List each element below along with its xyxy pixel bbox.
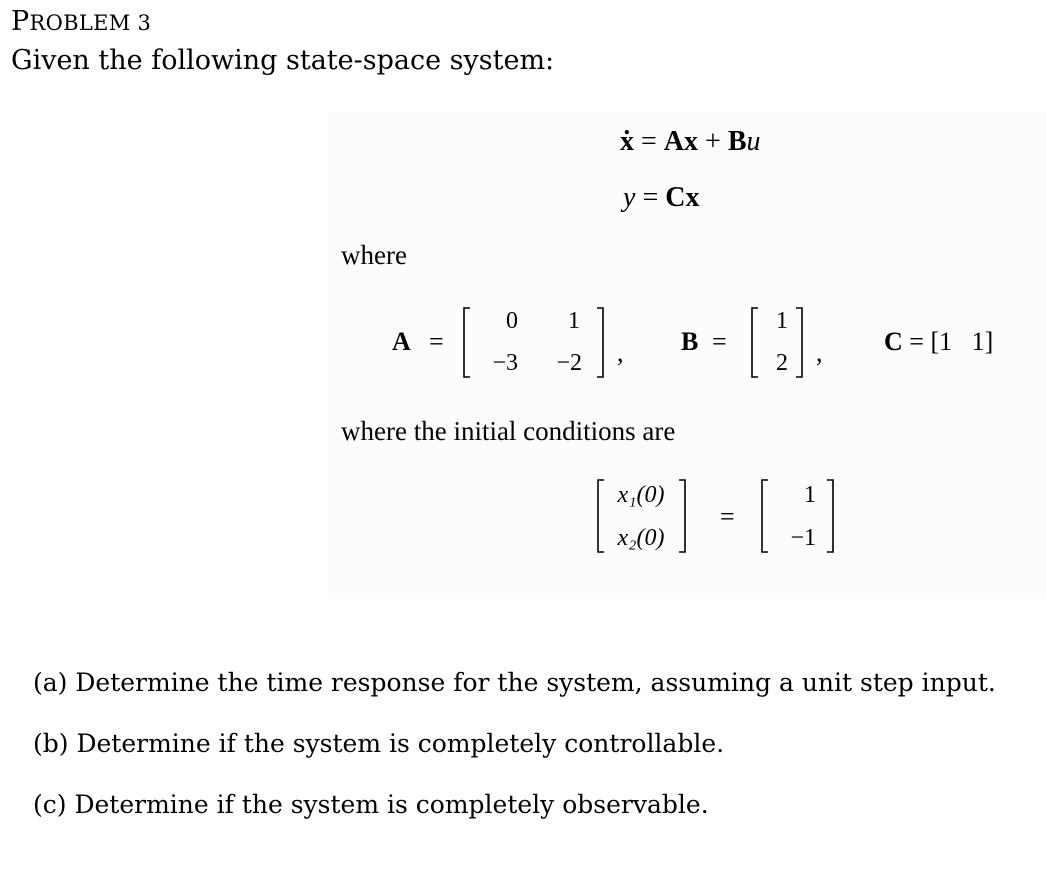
part-a	[33, 668, 996, 697]
matrix-b-equals: =	[712, 327, 727, 356]
part-c	[33, 790, 709, 819]
initial-equals: =	[720, 502, 735, 531]
matrix-a-r2c2: −2	[556, 350, 582, 376]
matrix-a-left-bracket	[464, 308, 470, 377]
equals-sign: =	[642, 182, 659, 213]
problem-intro: Given the following state-space system:	[11, 45, 555, 76]
part-a-text: Determine the time response for the system, assuming a unit step input.	[75, 668, 996, 697]
part-b	[33, 729, 724, 758]
matrix-c-label: C	[884, 327, 903, 356]
matrix-a-r1c2: 1	[568, 308, 580, 334]
matrix-a-r1c1: 0	[506, 308, 518, 334]
where-label: where	[341, 240, 407, 270]
cx-term: Cx	[665, 182, 700, 213]
initial-lhs-left-bracket	[598, 480, 604, 552]
matrix-a-label: A	[392, 327, 411, 356]
matrix-brackets	[328, 112, 1046, 598]
ax-term: Ax	[663, 126, 699, 157]
matrix-b-r2: 2	[776, 350, 788, 376]
matrix-c-equals: =	[909, 327, 924, 356]
part-c-label: (c)	[33, 790, 67, 819]
initial-rhs-right-bracket	[827, 480, 833, 552]
x-dot: ẋ	[620, 126, 634, 157]
title-initial: P	[11, 6, 30, 37]
x2-initial: x₂(0)	[617, 525, 665, 551]
problem-title	[11, 6, 151, 37]
plus-sign: +	[705, 126, 721, 157]
matrix-b-r1: 1	[776, 308, 788, 334]
initial-lhs-right-bracket	[679, 480, 685, 552]
x1-initial: x₁(0)	[617, 482, 665, 508]
part-b-text: Determine if the system is completely controllable.	[76, 729, 725, 758]
part-c-text: Determine if the system is completely observable.	[74, 790, 709, 819]
matrix-b-label: B	[681, 327, 699, 356]
b-term: B	[727, 126, 747, 157]
initial-rhs-2: −1	[790, 525, 816, 551]
part-b-label: (b)	[33, 729, 69, 758]
matrix-a-right-bracket	[597, 308, 603, 377]
initial-rhs-left-bracket	[762, 480, 768, 552]
matrix-b-left-bracket	[752, 308, 758, 377]
initial-conditions-label: where the initial conditions are	[341, 416, 676, 446]
matrix-a-equals: =	[429, 327, 444, 356]
matrix-a-comma: ,	[617, 338, 624, 367]
u-term: u	[746, 126, 761, 157]
initial-rhs-1: 1	[804, 482, 816, 508]
title-rest: ROBLEM 3	[29, 11, 152, 35]
matrix-a-r2c1: −3	[492, 350, 518, 376]
part-a-label: (a)	[33, 668, 68, 697]
equation-figure	[328, 112, 1046, 598]
matrix-b-right-bracket	[796, 308, 802, 377]
y-term: y	[623, 182, 636, 213]
matrix-b-comma: ,	[816, 338, 823, 367]
equals-sign: =	[641, 126, 657, 157]
matrix-c-value: [1 1]	[930, 327, 994, 356]
